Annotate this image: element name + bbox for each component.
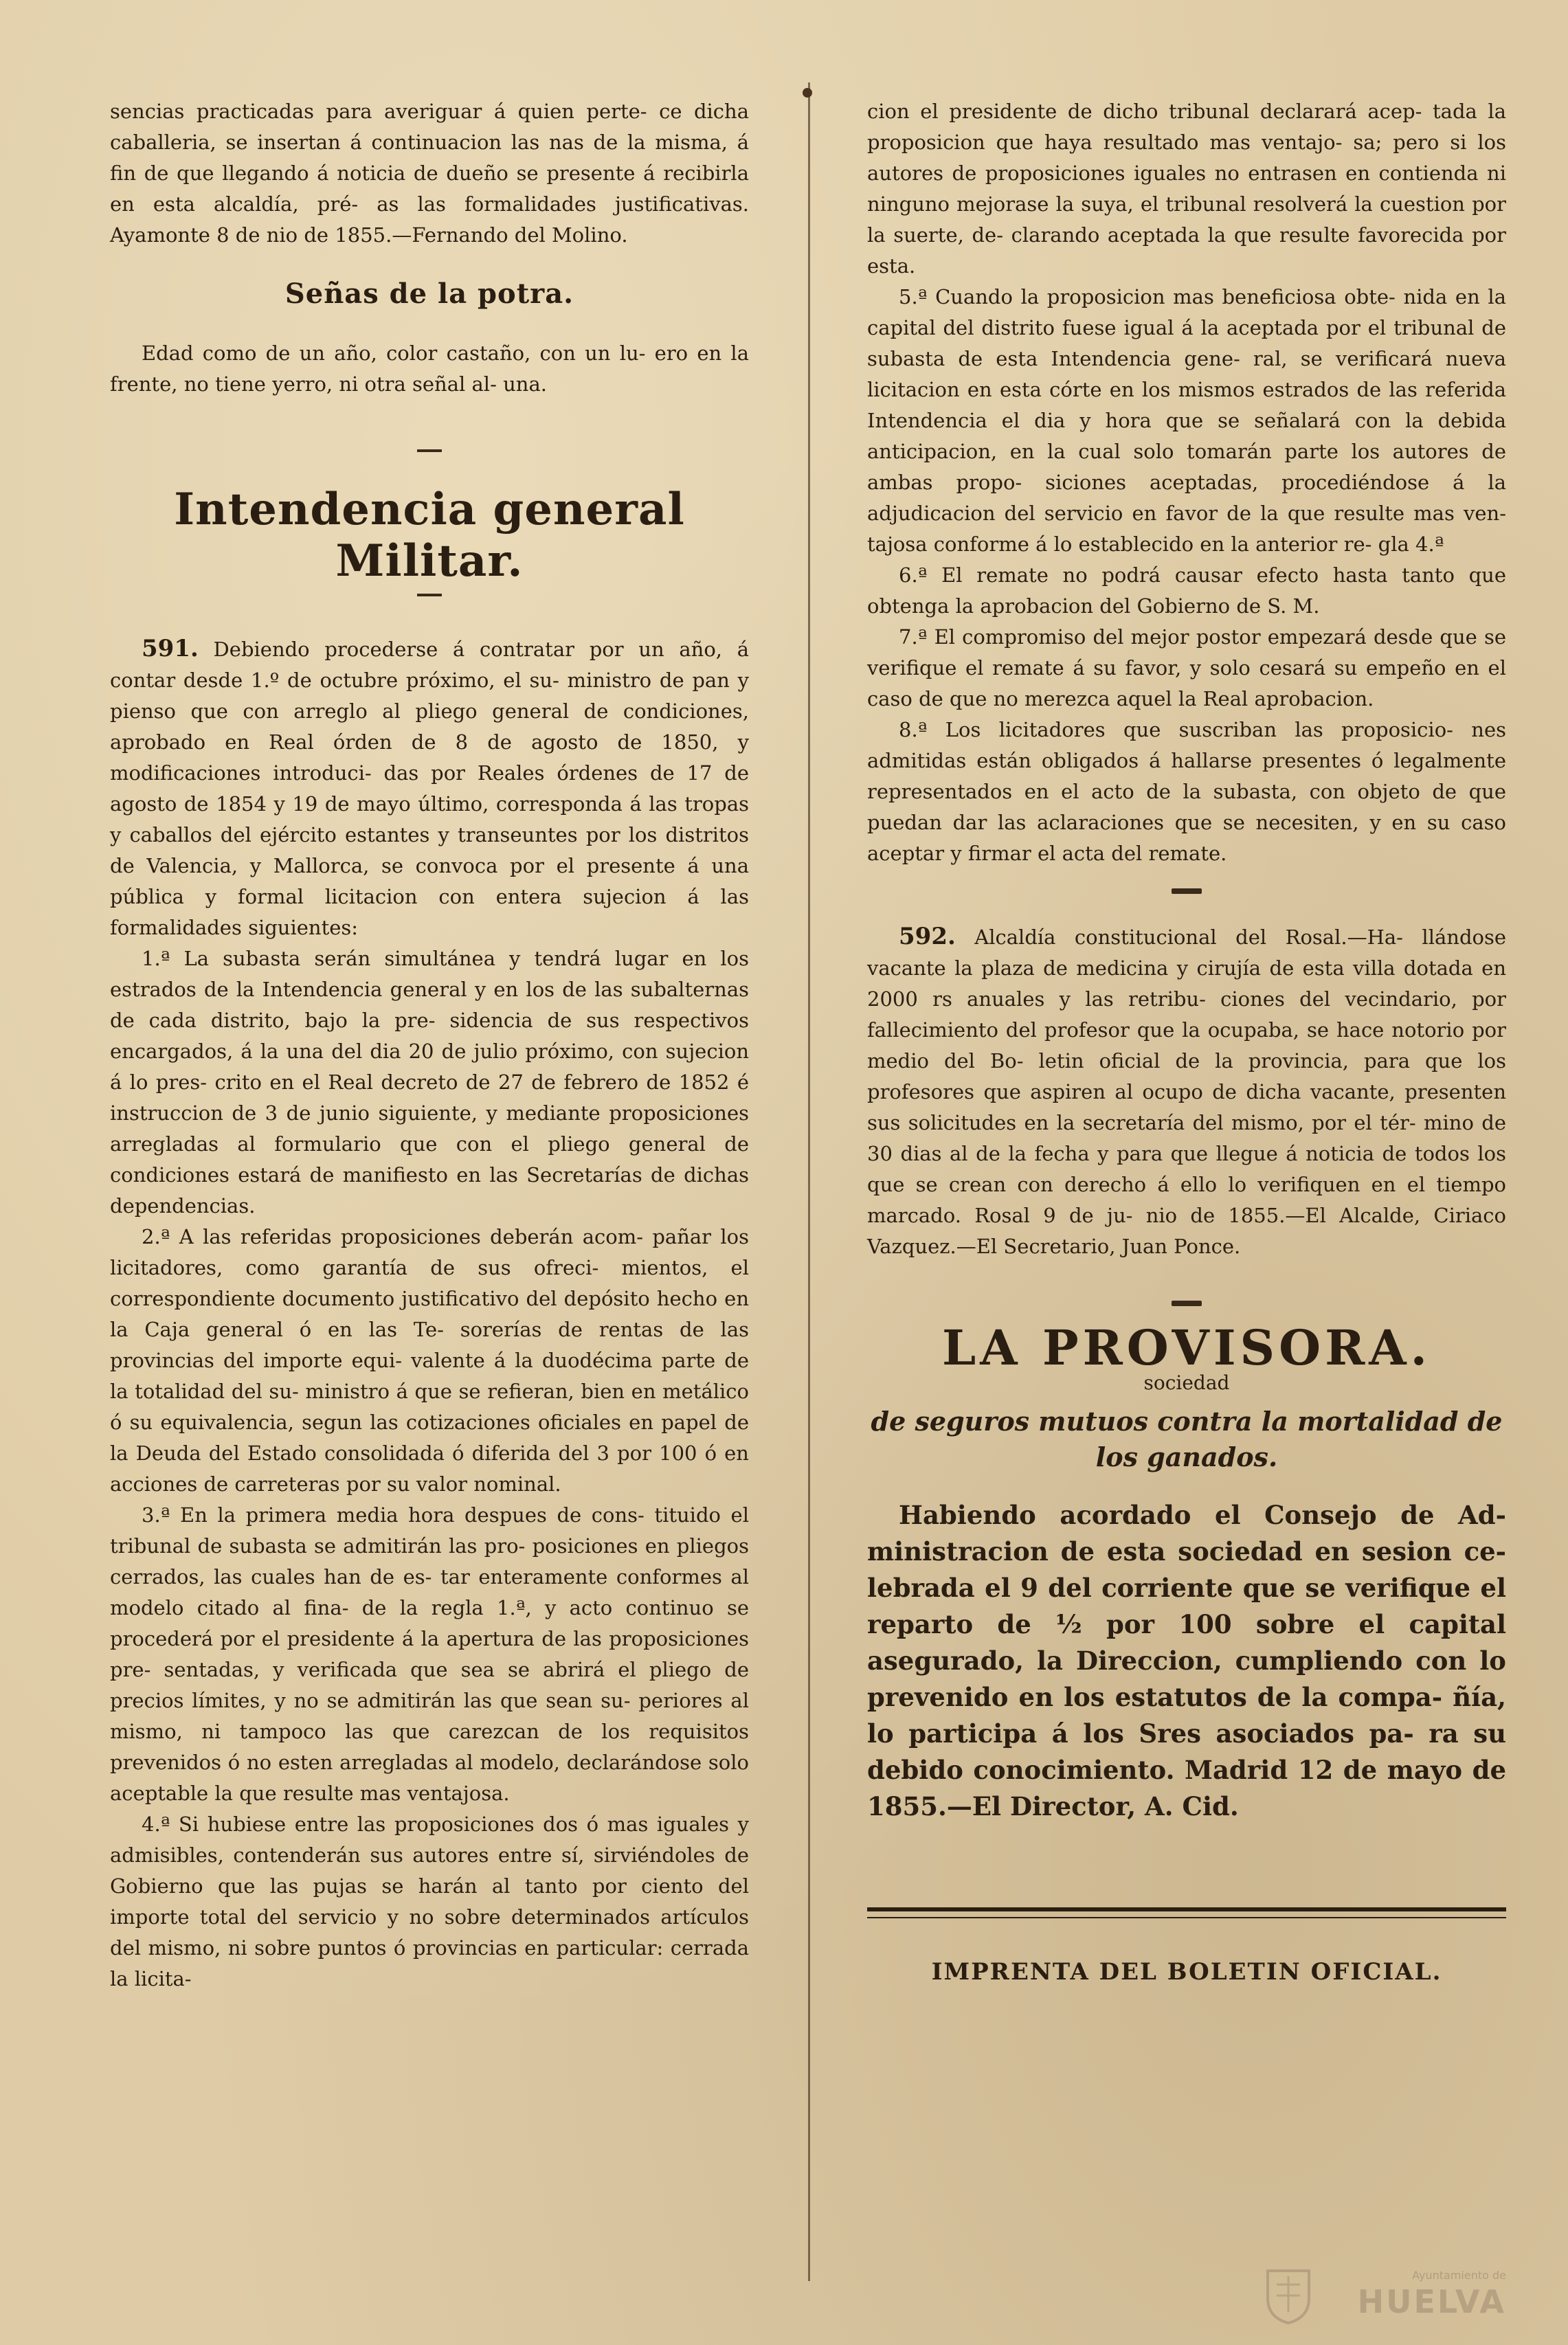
senas-body: Edad como de un año, color castaño, con un lu- ero en la frente, no tiene yerro, ni otra señal al- una. — [110, 341, 749, 396]
city-seal-icon — [1264, 2264, 1312, 2324]
watermark-caption: Ayuntamiento de — [1412, 2269, 1506, 2282]
notice-592-text: Alcaldía constitucional del Rosal.—Ha- llándose vacante la plaza de medicina y cirujía de esta villa dotada en 2000 rs anuales y las retribu- ciones del vecindario, por fallecimiento del profesor que la ocupaba, se hace notorio por medio del Bo- letin oficial de la provincia, para que los profesores que aspiren al ocupo de dicha vacante, presenten sus solicitudes en la secretaría del mismo, por el tér- mino de 30 dias al de la fecha y para que llegue á noticia de todos los que se crean con derecho á ello lo verifiquen en el tiempo marcado. Rosal 9 de ju- nio de 1855.—El Alcalde, Ciriaco Vazquez.—El Secretario, Juan Ponce. — [867, 925, 1507, 1258]
senas-heading: Señas de la potra. — [284, 278, 574, 310]
left-column — [110, 96, 749, 1995]
watermark-huelva: HUELVA — [1357, 2283, 1506, 2320]
condition-4: 4.ª Si hubiese entre las proposiciones dos ó mas iguales y admisibles, contenderán sus autores entre sí, sirviéndoles de Gobierno que las pujas se harán al tanto por ciento del importe total del servicio y no sobre determinados artículos del mismo, ni sobre puntos ó provincias en particular: cerrada la licita- — [110, 1813, 749, 1990]
notice-592 — [867, 921, 1506, 1262]
printer-imprint: IMPRENTA DEL BOLETIN OFICIAL. — [931, 1958, 1442, 1986]
notice-591 — [110, 633, 749, 943]
column-divider — [808, 82, 810, 2281]
condition-2: 2.ª A las referidas proposiciones deberán acom- pañar los licitadores, como garantía de sus ofreci- mientos, el correspondiente documento justificativo del depósito hecho en la Caja general ó en las Te- sorerías de rentas de las provincias del importe equi- valente á la duodécima parte de la totalidad del su- ministro á que se refieran, bien en metálico ó su equivalencia, segun las cotizaciones oficiales en papel de la Deuda del Estado consolidada ó diferida del 3 por 100 ó en acciones de carreteras por su valor nominal. — [110, 1225, 749, 1496]
lost-animal-notice-end: sencias practicadas para averiguar á quien perte- ce dicha caballeria, se insertan á continuacion las nas de la misma, á fin de que llegando á noticia de dueño se presente á recibirla en esta alcaldía, pré- as las formalidades justificativas. Ayamonte 8 de nio de 1855.—Fernando del Molino. — [110, 100, 749, 247]
divider-ornament — [803, 88, 812, 98]
provisora-title: LA PROVISORA. — [942, 1319, 1431, 1376]
notice-number: 591. — [142, 635, 199, 662]
footer-rule-thick — [867, 1907, 1506, 1911]
section-title: Intendencia general Militar. — [174, 484, 685, 587]
condition-5: 5.ª Cuando la proposicion mas beneficiosa obte- nida en la capital del distrito fuese igual á la aceptada por el tribunal de subasta de esta Intendencia gene- ral, se verificará nueva licitacion en esta córte en los mismos estrados de las referida Intendencia el dia y hora que se señalará con la debida anticipacion, en la cual solo tomarán parte los autores de ambas propo- siciones aceptadas, procediéndose á la adjudicacion del servicio en favor de la que resulte mas ven- tajosa conforme á lo establecido en la anterior re- gla 4.ª — [867, 285, 1506, 556]
provisora-notice: Habiendo acordado el Consejo de Ad- ministracion de esta sociedad en sesion ce- lebrada el 9 del corriente que se verifique el reparto de ½ por 100 sobre el capital asegurado, la Direccion, cumpliendo con lo prevenido en los estatutos de la compa- ñía, lo participa á los Sres asociados pa- ra su debido conocimiento. Madrid 12 de mayo de 1855.—El Director, A. Cid. — [867, 1500, 1506, 1821]
condition-8: 8.ª Los licitadores que suscriban las proposicio- nes admitidas están obligados á hallarse presentes ó legalmente representados en el acto de la subasta, con objeto de que puedan dar las aclaraciones que se necesiten, y en su caso aceptar y firmar el acta del remate. — [867, 718, 1506, 865]
condition-3: 3.ª En la primera media hora despues de cons- tituido el tribunal de subasta se admitirán las pro- posiciones en pliegos cerrados, las cuales han de es- tar enteramente conformes al modelo citado al fina- de la regla 1.ª, y acto continuo se procederá por el presidente á la apertura de las proposiciones pre- sentadas, y verificada que sea se abrirá el pliego de precios límites, y no se admitirán las que sean su- periores al mismo, ni tampoco las que carezcan de los requisitos prevenidos ó no esten arregladas al modelo, declarándose solo aceptable la que resulte mas ventajosa. — [110, 1503, 749, 1805]
condition-1: 1.ª La subasta serán simultánea y tendrá lugar en los estrados de la Intendencia general y en los de las subalternas de cada distrito, bajo la pre- sidencia de sus respectivos encargados, á la una del dia 20 de julio próximo, con sujecion á lo pres- crito en el Real decreto de 27 de febrero de 1852 é instruccion de 3 de junio siguiente, y mediante proposiciones arregladas al formulario que con el pliego general de condiciones estará de manifiesto en las Secretarías de dichas dependencias. — [110, 947, 749, 1218]
footer-rule-thin — [867, 1917, 1506, 1918]
provisora-tagline: de seguros mutuos contra la mortalidad de los ganados. — [871, 1406, 1503, 1472]
condition-6: 6.ª El remate no podrá causar efecto hasta tanto que obtenga la aprobacion del Gobierno de S. M. — [867, 563, 1506, 618]
right-column — [867, 96, 1506, 1988]
notice-number: 592. — [899, 923, 956, 950]
separator-dash — [1172, 1301, 1202, 1306]
provisora-subtitle: sociedad — [1143, 1371, 1230, 1394]
notice-591-text: Debiendo procederse á contratar por un año, á contar desde 1.º de octubre próximo, el su- ministro de pan y pienso que con arreglo al pliego general de condiciones, aprobado en Real órden de 8 de agosto de 1850, y modificaciones introduci- das por Reales órdenes de 17 de agosto de 1854 y 19 de mayo último, corresponda á las tropas y caballos del ejército estantes y transeuntes por los distritos de Valencia, y Mallorca, se convoca por el presente á una pública y formal licitacion con entera sujecion á las formalidades siguientes: — [110, 638, 749, 939]
separator-dash — [1172, 888, 1202, 894]
condition-4-continued: cion el presidente de dicho tribunal declarará acep- tada la proposicion que haya resultado mas ventajo- sa; pero si los autores de proposiciones iguales no entrasen en contienda ni ninguno mejorase la suya, el tribunal resolverá la cuestion por la suerte, de- clarando aceptada la que resulte favorecida por esta. — [867, 100, 1506, 278]
condition-7: 7.ª El compromiso del mejor postor empezará desde que se verifique el remate á su favor, y solo cesará su empeño en el caso de que no merezca aquel la Real aprobacion. — [867, 625, 1506, 710]
